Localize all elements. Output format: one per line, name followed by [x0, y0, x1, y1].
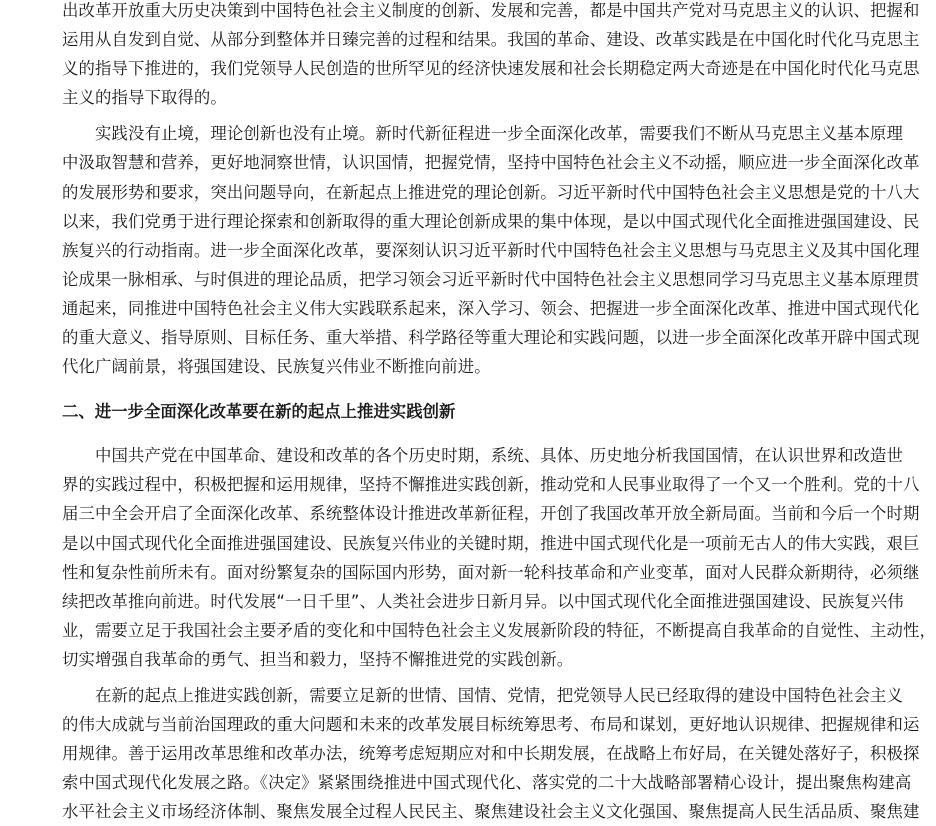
text-line: 业，需要立足于我国社会主要矛盾的变化和中国特色社会主义发展新阶段的特征，不断提高自我革命的自觉性、主动性，	[62, 620, 936, 640]
text-line: 用规律。善于运用改革思维和改革办法，统筹考虑短期应对和中长期发展，在战略上布好局，在关键处落好子，积极探	[62, 744, 920, 764]
section-heading: 二、进一步全面深化改革要在新的起点上推进实践创新	[62, 402, 456, 422]
text-line: 是以中国式现代化全面推进强国建设、民族复兴伟业的关键时期，推进中国式现代化是一项前无古人的伟大实践，艰巨	[62, 533, 920, 553]
text-line: 代化广阔前景，将强国建设、民族复兴伟业不断推向前进。	[62, 357, 491, 377]
text-line: 运用从自发到自觉、从部分到整体并日臻完善的过程和结果。我国的革命、建设、改革实践是在中国化时代化马克思主	[62, 30, 920, 50]
text-line: 实践没有止境，理论创新也没有止境。新时代新征程进一步全面深化改革，需要我们不断从马克思主义基本原理	[95, 124, 904, 144]
text-line: 索中国式现代化发展之路。《决定》紧紧围绕推进中国式现代化、落实党的二十大战略部署精心设计，提出聚焦构建高	[62, 773, 912, 793]
paragraph-3	[62, 441, 936, 674]
text-line: 主义的指导下取得的。	[62, 88, 227, 108]
text-line: 性和复杂性前所未有。面对纷繁复杂的国际国内形势，面对新一轮科技革命和产业变革，面对人民群众新期待，必须继	[62, 562, 920, 582]
paragraph-1	[62, 0, 920, 112]
text-line: 论成果一脉相承、与时俱进的理论品质，把学习领会习近平新时代中国特色社会主义思想同学习马克思主义基本原理贯	[62, 269, 920, 289]
text-line: 切实增强自我革命的勇气、担当和毅力，坚持不懈推进党的实践创新。	[62, 649, 574, 669]
text-line: 的伟大成就与当前治国理政的重大问题和未来的改革发展目标统筹思考、布局和谋划，更好地认识规律、把握规律和运	[62, 715, 920, 735]
text-line: 续把改革推向前进。时代发展“一日千里”、人类社会进步日新月异。以中国式现代化全面推进强国建设、民族复兴伟	[62, 591, 904, 611]
text-line: 在新的起点上推进实践创新，需要立足新的世情、国情、党情，把党领导人民已经取得的建设中国特色社会主义	[95, 685, 904, 705]
text-line: 届三中全会开启了全面深化改革、系统整体设计推进改革新征程，开创了我国改革开放全新局面。当前和今后一个时期	[62, 504, 920, 524]
text-line: 的发展形势和要求，突出问题导向，在新起点上推进党的理论创新。习近平新时代中国特色社会主义思想是党的十八大	[62, 182, 920, 202]
paragraph-2	[62, 119, 920, 381]
text-line: 通起来，同推进中国特色社会主义伟大实践联系起来，深入学习、领会、把握进一步全面深化改革、推进中国式现代化	[62, 298, 920, 318]
text-line: 中汲取智慧和营养，更好地洞察世情，认识国情，把握党情，坚持中国特色社会主义不动摇，顺应进一步全面深化改革	[62, 153, 920, 173]
document-page	[62, 0, 936, 826]
text-line: 义的指导下推进的，我们党领导人民创造的世所罕见的经济快速发展和社会长期稳定两大奇迹是在中国化时代化马克思	[62, 59, 920, 79]
text-line: 水平社会主义市场经济体制、聚焦发展全过程人民民主、聚焦建设社会主义文化强国、聚焦提高人民生活品质、聚焦建	[62, 802, 920, 822]
text-line: 出改革开放重大历史决策到中国特色社会主义制度的创新、发展和完善，都是中国共产党对马克思主义的认识、把握和	[62, 1, 920, 20]
paragraph-4	[62, 681, 920, 826]
text-line: 的重大意义、指导原则、目标任务、重大举措、科学路径等重大理论和实践问题，以进一步全面深化改革开辟中国式现	[62, 328, 920, 348]
text-line: 界的实践过程中，积极把握和运用规律，坚持不懈推进实践创新，推动党和人民事业取得了一个又一个胜利。党的十八	[62, 475, 920, 495]
text-line: 族复兴的行动指南。进一步全面深化改革，要深刻认识习近平新时代中国特色社会主义思想与马克思主义及其中国化理	[62, 240, 920, 260]
text-line: 中国共产党在中国革命、建设和改革的各个历史时期，系统、具体、历史地分析我国国情，在认识世界和改造世	[95, 446, 904, 466]
text-line: 以来，我们党勇于进行理论探索和创新取得的重大理论创新成果的集中体现，是以中国式现代化全面推进强国建设、民	[62, 211, 920, 231]
